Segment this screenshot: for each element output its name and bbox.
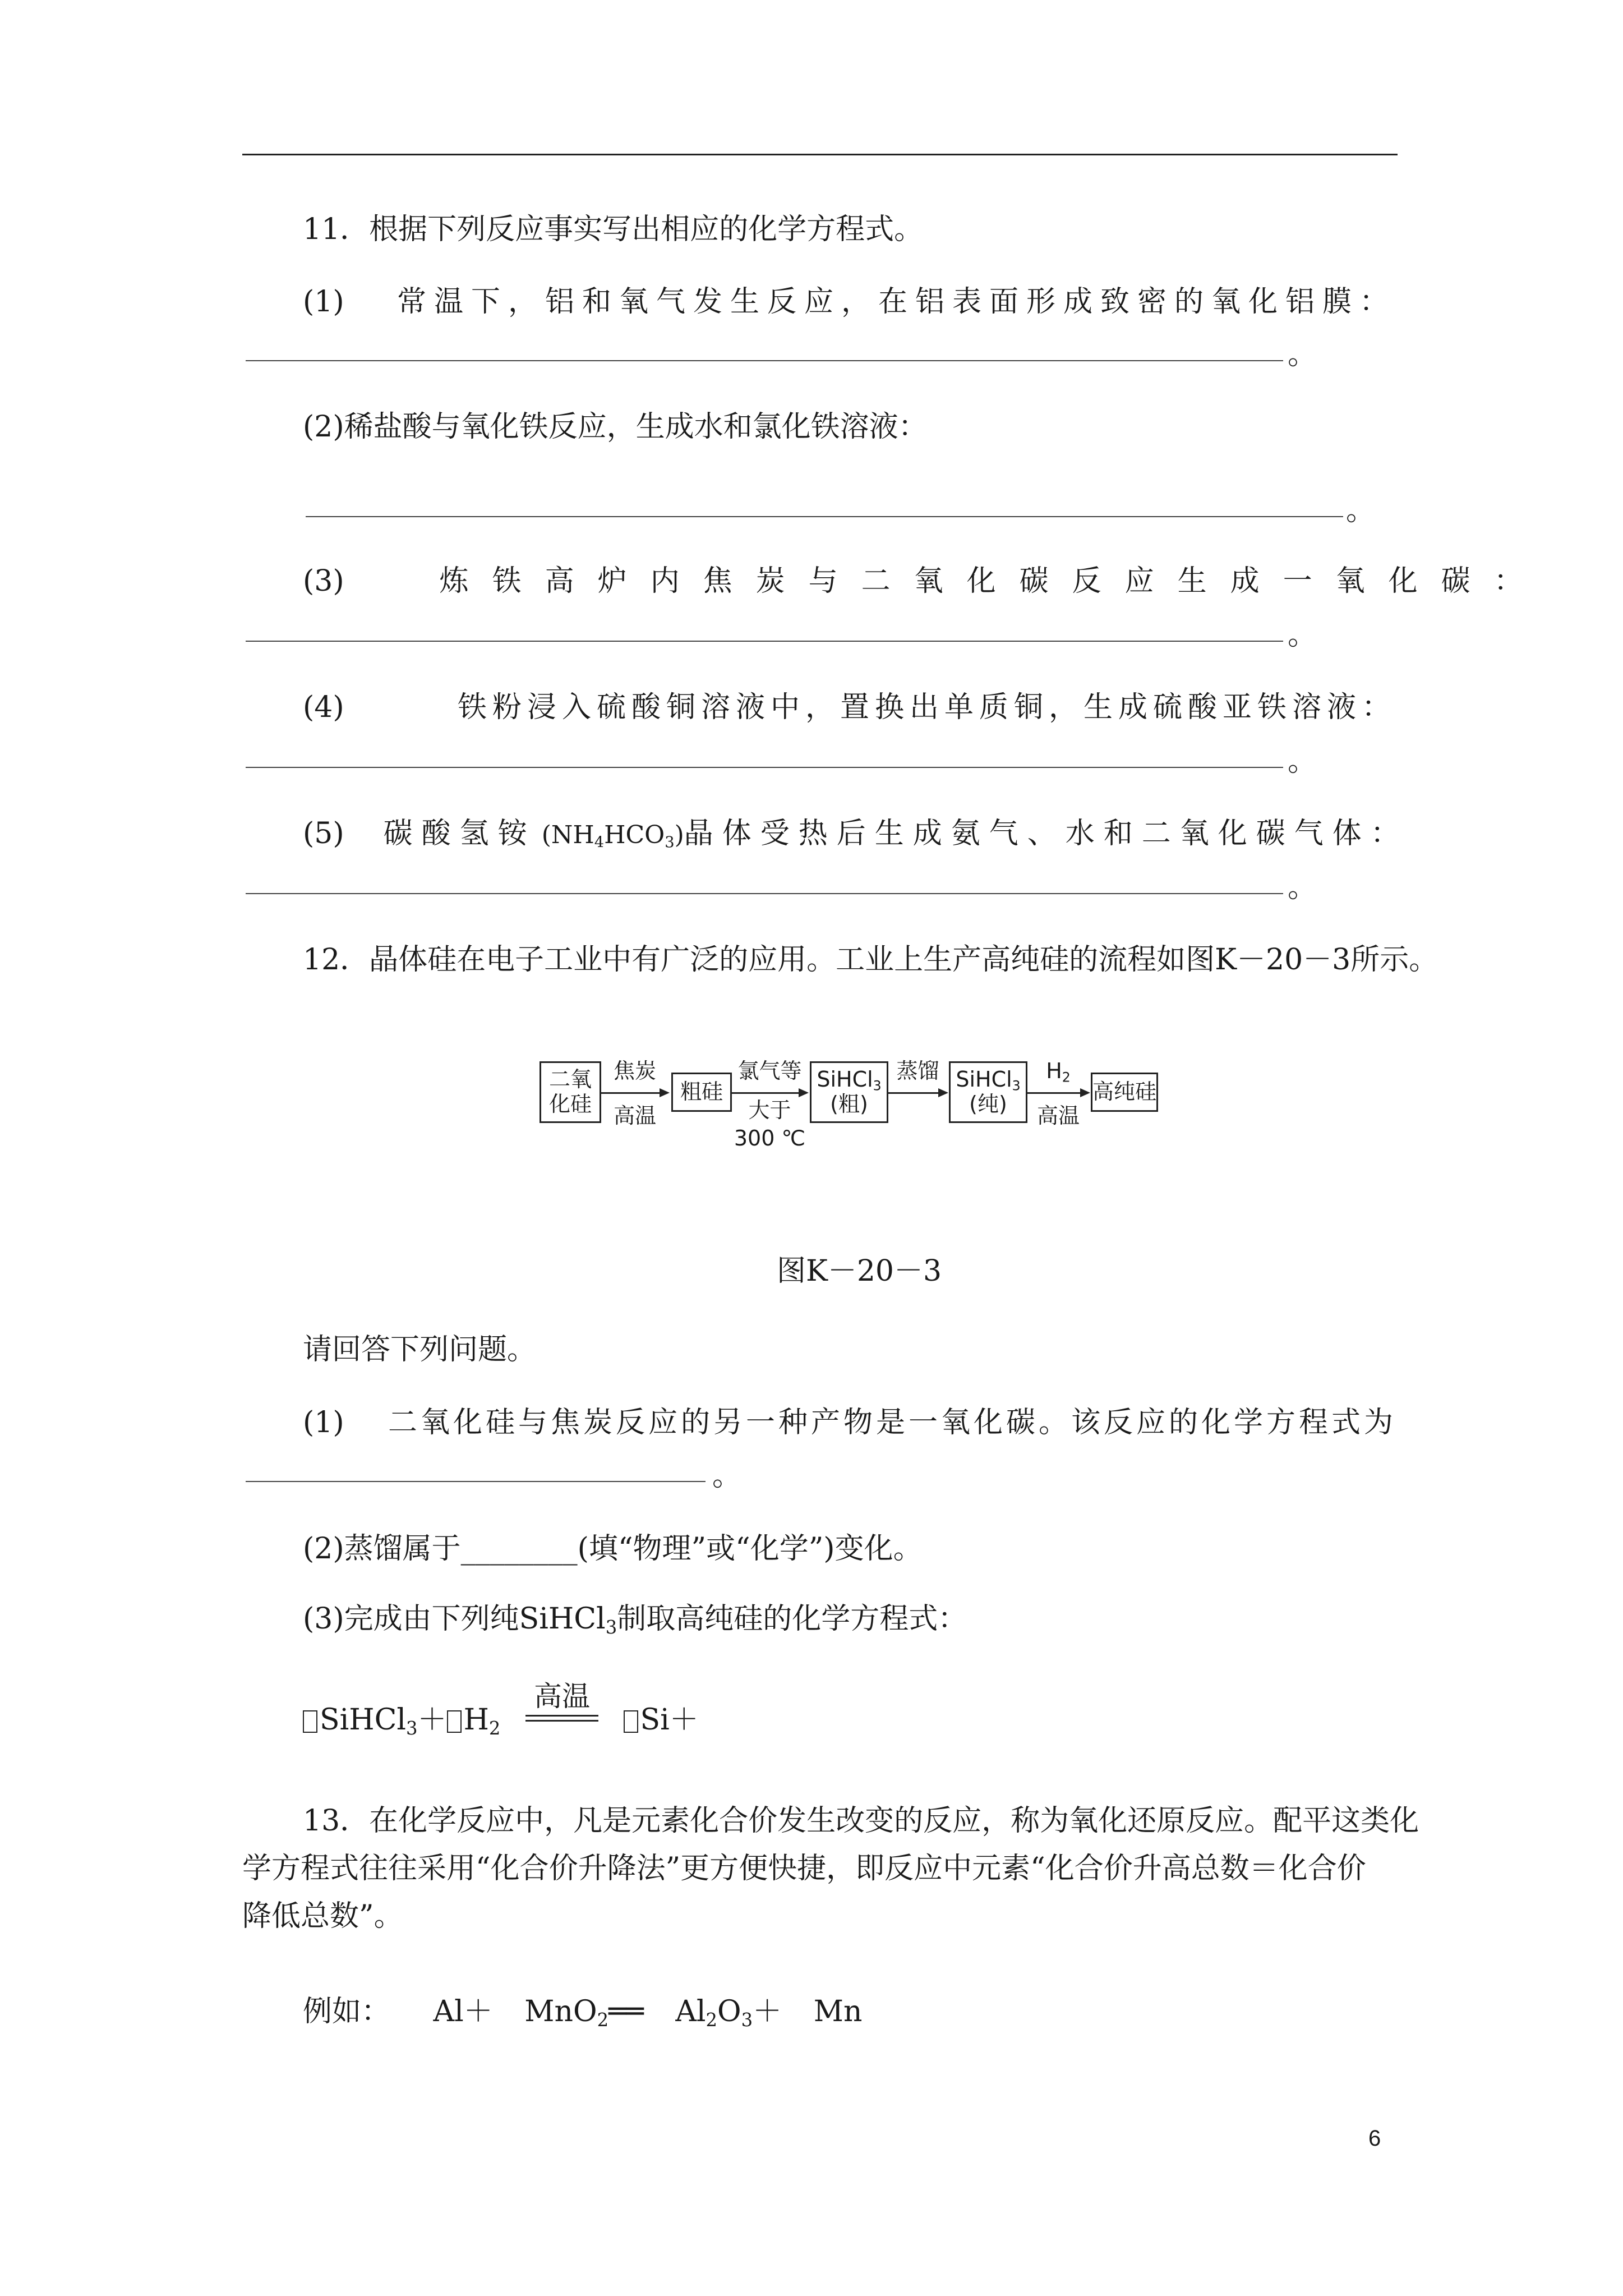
q13-example-label: 例如： <box>303 1995 391 2028</box>
flow-arrow1-top-label: 焦炭 <box>613 1059 656 1083</box>
q11-item-2-num: (2) <box>303 410 344 444</box>
figure-caption: 图K－20－3 <box>777 1254 942 1288</box>
q11-item-1-text: 常温下，铝和氧气发生反应，在铝表面形成致密的氧化铝膜： <box>396 285 1396 319</box>
q11-item-1-period: 。 <box>1288 338 1317 371</box>
q11-item-3-num: (3) <box>303 564 344 598</box>
flow-arrow-1 <box>601 1092 667 1094</box>
q12-prompt: 请回答下列问题。 <box>303 1333 537 1366</box>
flow-box-sihcl3-pure: SiHCl$_3$ (纯) <box>949 1061 1027 1123</box>
q11-item-1-num: (1) <box>303 285 344 319</box>
q13-example: 例如： Al＋ MnO$_2$══ $Al_2O_3+ Mn$ <box>303 1995 863 2031</box>
coefficient-box-3[interactable] <box>624 1710 638 1733</box>
flow-arrow2-bottom-label-1: 大于 <box>748 1098 791 1122</box>
q11-item-4 <box>303 693 1396 722</box>
q12-sub1-text: 二氧化硅与焦炭反应的另一种产物是一氧化碳。该反应的化学方程式为 <box>388 1406 1396 1439</box>
q11-item-4-num: (4) <box>303 691 344 724</box>
page-number: 6 <box>1368 2126 1381 2151</box>
q12-stem: 12．晶体硅在电子工业中有广泛的应用。工业上生产高纯硅的流程如图K－20－3所示。 <box>303 943 1438 977</box>
flow-arrow4-top-label: $H_2$ <box>1046 1059 1071 1085</box>
reaction-equals-sign <box>525 1680 598 1726</box>
q12-sub2: (2)蒸馏属于________(填“物理”或“化学”)变化。 <box>303 1532 923 1566</box>
q12-sub1-answer-blank[interactable] <box>246 1481 706 1482</box>
q11-item-5-formula: $(NH_4HCO_3)$ <box>541 821 684 852</box>
q11-item-1 <box>303 285 1396 319</box>
flow-diagram <box>533 1055 1161 1200</box>
flow-arrow2-bottom-label-2: 300 ℃ <box>734 1126 806 1151</box>
q11-item-3-answer-blank[interactable] <box>246 641 1283 642</box>
q11-item-5-text-a: 碳酸氢铵 <box>383 817 536 850</box>
q12-sub3: (3)完成由下列纯SiHCl$_3$制取高纯硅的化学方程式： <box>303 1602 967 1639</box>
q11-item-4-text: 铁粉浸入硫酸铜溶液中，置换出单质铜，生成硫酸亚铁溶液： <box>457 691 1396 724</box>
q12-equation: SiHCl$_3$＋ $H_2$ 高温 Si＋ <box>303 1705 699 1734</box>
flow-box-silica: 二氧 化硅 <box>540 1061 601 1123</box>
flow-box-crude-silicon: 粗硅 <box>671 1073 732 1112</box>
q13-line-2: 学方程式往往采用“化合价升降法”更方便快捷，即反应中元素“化合价升高总数＝化合价 <box>242 1852 1366 1885</box>
flow-arrow4-bottom-label: 高温 <box>1036 1103 1080 1128</box>
flow-arrow-3 <box>888 1092 946 1094</box>
q11-item-5-num: (5) <box>303 817 344 850</box>
q11-item-2-answer-blank[interactable] <box>306 516 1343 517</box>
q11-item-1-answer-blank[interactable] <box>246 360 1283 361</box>
flow-arrow3-top-label: 蒸馏 <box>896 1059 939 1083</box>
q11-item-2-period: 。 <box>1346 494 1376 527</box>
q11-item-4-period: 。 <box>1288 744 1317 778</box>
q11-item-3-period: 。 <box>1288 618 1317 652</box>
q11-item-5-answer-blank[interactable] <box>246 893 1283 894</box>
q11-item-3-text: 炼铁高炉内焦炭与二氧化碳反应生成一氧化碳： <box>439 564 1547 598</box>
flow-arrow1-bottom-label: 高温 <box>613 1103 656 1128</box>
q11-item-5-lead <box>303 817 684 852</box>
reaction-condition: 高温 <box>533 1680 590 1713</box>
q11-item-5-text-b: 晶体受热后生成氨气、水和二氧化碳气体： <box>684 817 1409 850</box>
q11-stem: 11．根据下列反应事实写出相应的化学方程式。 <box>303 213 924 246</box>
q11-item-2 <box>303 410 928 444</box>
q12-sub1 <box>303 1408 1396 1437</box>
q13-line-3: 降低总数”。 <box>242 1899 403 1933</box>
q11-item-5 <box>303 817 1409 852</box>
q11-item-3 <box>303 564 1547 598</box>
flow-box-high-purity-silicon: 高纯硅 <box>1091 1073 1158 1112</box>
coefficient-box-2[interactable] <box>447 1710 462 1733</box>
flow-box-sihcl3-crude: SiHCl$_3$ (粗) <box>810 1061 888 1123</box>
coefficient-box-1[interactable] <box>303 1710 317 1733</box>
flow-arrow-2 <box>732 1092 806 1094</box>
header-rule <box>242 154 1398 155</box>
q12-sub1-period: 。 <box>712 1459 742 1493</box>
q11-item-5-period: 。 <box>1288 871 1317 904</box>
flow-arrow2-top-label: 氯气等 <box>737 1059 802 1083</box>
q13-line-1: 13．在化学反应中，凡是元素化合价发生改变的反应，称为氧化还原反应。配平这类化 <box>303 1804 1419 1838</box>
q11-item-2-text: 稀盐酸与氧化铁反应，生成水和氯化铁溶液： <box>344 410 928 444</box>
q12-sub1-num: (1) <box>303 1406 344 1439</box>
q11-item-4-answer-blank[interactable] <box>246 767 1283 768</box>
flow-arrow-4 <box>1027 1092 1088 1094</box>
